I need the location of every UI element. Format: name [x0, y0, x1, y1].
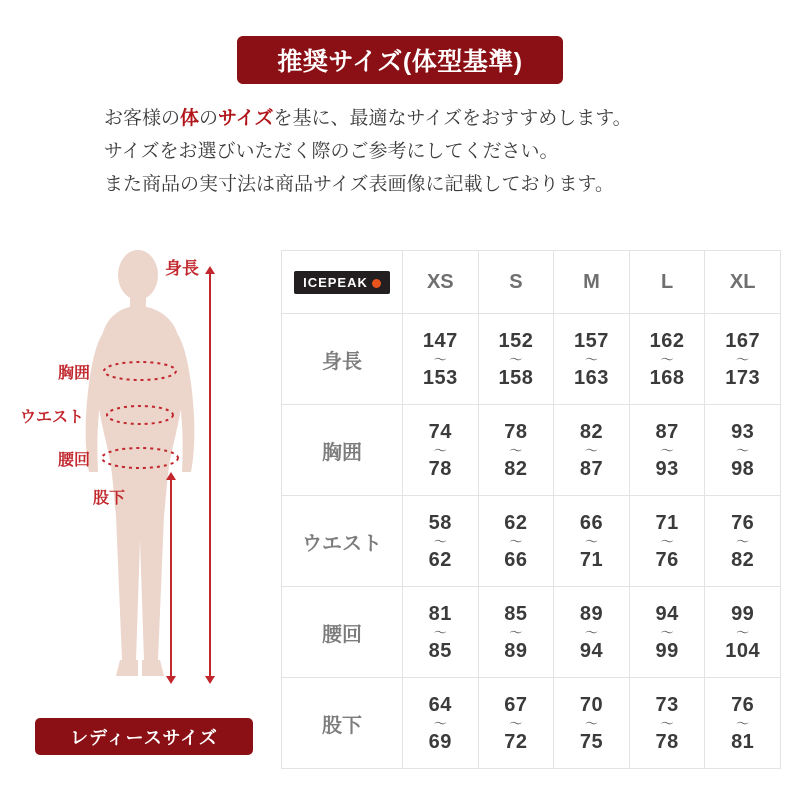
range-separator: 〜 — [660, 624, 674, 640]
cell-min: 85 — [504, 602, 528, 625]
body-figure-panel — [20, 240, 280, 760]
cell-max: 85 — [428, 639, 452, 662]
lead-line-1-part-c: の — [199, 108, 219, 129]
height-arrow-head-bottom — [205, 676, 215, 684]
range-separator: 〜 — [660, 442, 674, 458]
range-separator: 〜 — [736, 442, 750, 458]
lead-line-1-part-a: お客様の — [104, 108, 181, 129]
cell-min: 74 — [428, 420, 452, 443]
row-label-inseam: 股下 — [282, 678, 403, 769]
cell-min: 162 — [649, 329, 685, 352]
range-separator: 〜 — [433, 715, 447, 731]
range-separator: 〜 — [433, 442, 447, 458]
size-table-head — [282, 251, 781, 314]
cell-min: 70 — [579, 693, 604, 716]
label-hip: 腰回 — [58, 452, 91, 469]
ladies-size-badge — [35, 718, 253, 755]
cell-hip-xs — [403, 587, 479, 678]
cell-bust-l — [629, 405, 705, 496]
cell-max: 94 — [579, 639, 604, 662]
cell-max: 78 — [655, 730, 679, 753]
range-separator: 〜 — [584, 351, 598, 367]
table-row — [282, 678, 781, 769]
lead-line-1 — [104, 102, 714, 135]
cell-waist-m — [554, 496, 630, 587]
cell-max: 104 — [725, 639, 761, 662]
range-separator: 〜 — [660, 715, 674, 731]
cell-height-xs — [403, 314, 479, 405]
label-height: 身長 — [165, 259, 199, 278]
row-label-hip: 腰回 — [282, 587, 403, 678]
cell-inseam-s — [478, 678, 554, 769]
cell-min: 152 — [498, 329, 534, 352]
cell-waist-xs — [403, 496, 479, 587]
range-separator: 〜 — [509, 624, 523, 640]
lead-line-1-part-e: を基に、最適なサイズをおすすめします。 — [273, 108, 632, 129]
row-label-waist: ウエスト — [282, 496, 403, 587]
brand-logo-text: ICEPEAK — [303, 275, 368, 290]
cell-max: 71 — [579, 548, 604, 571]
cell-hip-s — [478, 587, 554, 678]
range-separator: 〜 — [509, 442, 523, 458]
cell-min: 93 — [731, 420, 755, 443]
range-separator: 〜 — [736, 533, 750, 549]
range-separator: 〜 — [584, 715, 598, 731]
cell-max: 75 — [579, 730, 604, 753]
cell-bust-xl — [705, 405, 781, 496]
cell-max: 99 — [655, 639, 679, 662]
cell-max: 87 — [579, 457, 604, 480]
cell-min: 147 — [422, 329, 458, 352]
cell-max: 69 — [428, 730, 452, 753]
cell-min: 78 — [504, 420, 528, 443]
column-header-s: S — [478, 251, 554, 314]
column-header-xs: XS — [403, 251, 479, 314]
column-header-l: L — [629, 251, 705, 314]
brand-logo-cell — [282, 251, 403, 314]
cell-min: 157 — [574, 329, 609, 352]
cell-max: 62 — [428, 548, 452, 571]
column-header-m: M — [554, 251, 630, 314]
cell-waist-xl — [705, 496, 781, 587]
cell-min: 82 — [579, 420, 604, 443]
lead-line-1-accent-body: 体 — [180, 108, 200, 129]
cell-max: 66 — [504, 548, 528, 571]
range-separator: 〜 — [660, 351, 674, 367]
range-separator: 〜 — [584, 442, 598, 458]
range-separator: 〜 — [584, 624, 598, 640]
column-header-xl: XL — [705, 251, 781, 314]
cell-inseam-xs — [403, 678, 479, 769]
cell-min: 81 — [428, 602, 452, 625]
cell-min: 71 — [655, 511, 679, 534]
cell-max: 168 — [649, 366, 685, 389]
page-title: 推奨サイズ(体型基準) — [277, 48, 523, 76]
cell-min: 64 — [428, 693, 452, 716]
row-label-bust: 胸囲 — [282, 405, 403, 496]
row-label-height: 身長 — [282, 314, 403, 405]
range-separator: 〜 — [509, 351, 523, 367]
inseam-arrow-head-bottom — [166, 676, 176, 684]
cell-min: 76 — [731, 511, 755, 534]
lead-line-3: また商品の実寸法は商品サイズ表画像に記載しております。 — [104, 174, 614, 195]
cell-min: 67 — [504, 693, 528, 716]
cell-max: 93 — [655, 457, 679, 480]
cell-waist-s — [478, 496, 554, 587]
range-separator: 〜 — [736, 624, 750, 640]
cell-height-l — [629, 314, 705, 405]
table-row — [282, 405, 781, 496]
cell-hip-m — [554, 587, 630, 678]
cell-min: 73 — [655, 693, 679, 716]
cell-hip-l — [629, 587, 705, 678]
cell-max: 173 — [725, 366, 761, 389]
cell-min: 76 — [731, 693, 755, 716]
lead-line-1-accent-size: サイズ — [218, 108, 274, 129]
cell-max: 72 — [504, 730, 528, 753]
range-separator: 〜 — [660, 533, 674, 549]
table-row — [282, 496, 781, 587]
cell-inseam-l — [629, 678, 705, 769]
cell-min: 58 — [428, 511, 452, 534]
table-row — [282, 587, 781, 678]
cell-max: 82 — [731, 548, 755, 571]
cell-min: 99 — [731, 602, 755, 625]
cell-inseam-xl — [705, 678, 781, 769]
cell-min: 62 — [504, 511, 528, 534]
page-title-banner — [237, 36, 563, 84]
lead-paragraph — [104, 102, 714, 201]
cell-max: 82 — [504, 457, 528, 480]
brand-dot-icon — [372, 279, 381, 288]
size-table-header-row — [282, 251, 781, 314]
female-body-silhouette-icon — [80, 240, 220, 710]
range-separator: 〜 — [509, 533, 523, 549]
range-separator: 〜 — [433, 533, 447, 549]
cell-hip-xl — [705, 587, 781, 678]
cell-bust-m — [554, 405, 630, 496]
cell-max: 163 — [574, 366, 609, 389]
range-separator: 〜 — [584, 533, 598, 549]
cell-max: 76 — [655, 548, 679, 571]
cell-bust-xs — [403, 405, 479, 496]
size-table — [281, 250, 781, 769]
cell-height-xl — [705, 314, 781, 405]
table-row — [282, 314, 781, 405]
cell-max: 81 — [731, 730, 755, 753]
range-separator: 〜 — [433, 351, 447, 367]
size-table-body — [282, 314, 781, 769]
cell-max: 158 — [498, 366, 534, 389]
cell-inseam-m — [554, 678, 630, 769]
label-bust: 胸囲 — [58, 365, 91, 382]
ladies-size-badge-label: レディースサイズ — [70, 727, 218, 748]
cell-waist-l — [629, 496, 705, 587]
cell-max: 153 — [422, 366, 458, 389]
range-separator: 〜 — [433, 624, 447, 640]
cell-min: 66 — [579, 511, 604, 534]
range-separator: 〜 — [736, 351, 750, 367]
label-inseam: 股下 — [93, 490, 126, 507]
cell-max: 89 — [504, 639, 528, 662]
range-separator: 〜 — [509, 715, 523, 731]
height-measure-line — [209, 273, 211, 677]
cell-height-s — [478, 314, 554, 405]
cell-max: 78 — [428, 457, 452, 480]
cell-min: 89 — [579, 602, 604, 625]
cell-min: 167 — [725, 329, 761, 352]
inseam-measure-line — [170, 479, 172, 677]
cell-min: 87 — [655, 420, 679, 443]
cell-min: 94 — [655, 602, 679, 625]
cell-max: 98 — [731, 457, 755, 480]
cell-bust-s — [478, 405, 554, 496]
lead-line-2: サイズをお選びいただく際のご参考にしてください。 — [104, 141, 559, 162]
label-waist: ウエスト — [20, 409, 85, 426]
cell-height-m — [554, 314, 630, 405]
icepeak-brand-logo — [294, 271, 390, 294]
range-separator: 〜 — [736, 715, 750, 731]
